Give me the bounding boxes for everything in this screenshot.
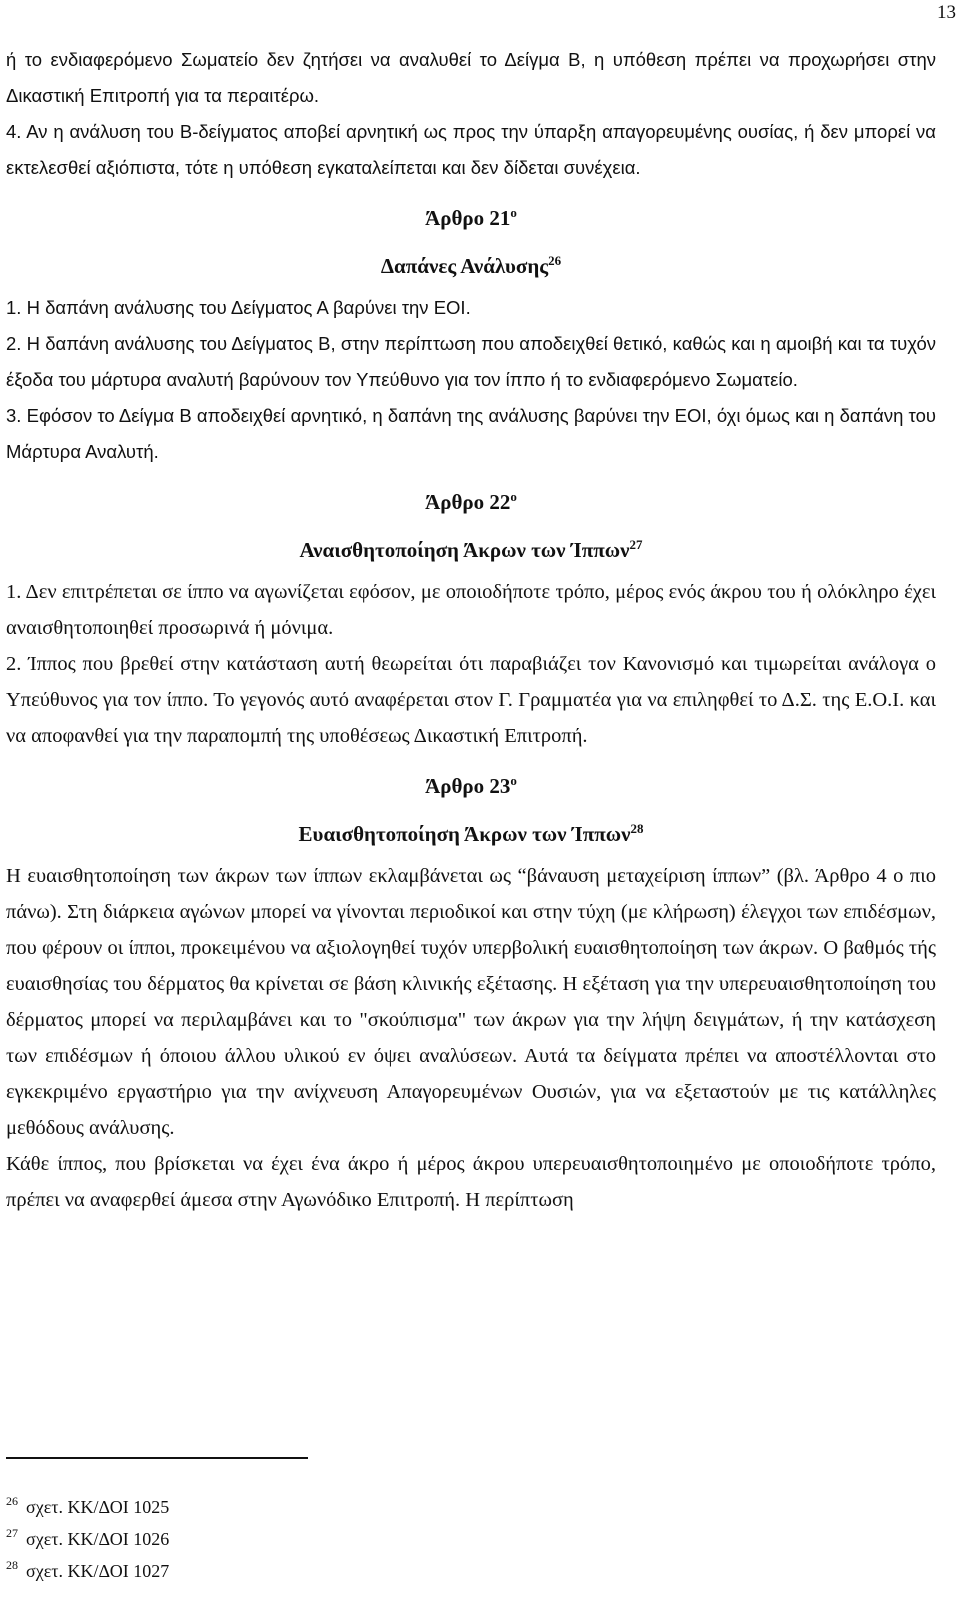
- article-title: Ευαισθητοποίηση Άκρων των Ίππων$^{28}$: [298, 821, 644, 846]
- paragraph: 2. Η δαπάνη ανάλυσης του Δείγματος Β, στην περίπτωση που αποδειχθεί θετικό, καθώς και η αμοιβή και τα τυχόν έξοδα του μάρτυρα αναλυτή βαρύνουν τον Υπεύθυνο για τον ίππο ή το ενδιαφερόμενο Σωματείο.: [6, 333, 936, 390]
- paragraph: 1. Η δαπάνη ανάλυσης του Δείγματος Α βαρύνει την ΕΟΙ.: [6, 297, 471, 318]
- article-heading: Άρθρο $21^o$: [425, 205, 517, 230]
- paragraph: 3. Εφόσον το Δείγμα Β αποδειχθεί αρνητικό, η δαπάνη της ανάλυσης βαρύνει την ΕΟΙ, όχι όμως και η δαπάνη του Μάρτυρα Αναλυτή.: [6, 405, 936, 462]
- article-heading: Άρθρο $23^o$: [425, 773, 517, 798]
- footnote-separator: [6, 1457, 308, 1459]
- footnote: $^{27}$ σχετ. ΚΚ/ΔΟΙ 1026: [6, 1526, 170, 1549]
- page-body: [6, 42, 936, 1218]
- footnote: $^{28}$ σχετ. ΚΚ/ΔΟΙ 1027: [6, 1558, 170, 1581]
- paragraph: Η ευαισθητοποίηση των άκρων των ίππων εκλαμβάνεται ως “βάναυση μεταχείριση ίππων” (βλ. Άρθρο 4 ο πιο πάνω). Στη διάρκεια αγώνων μπορεί να γίνονται περιοδικοί και στην τύχη (με κλήρωση) έλεγχοι των επιδέσμων, που φέρουν οι ίπποι, προκειμένου να αξιολογηθεί τυχόν υπερβολική ευαισθητοποίηση των άκρων. Ο βαθμός τής ευαισθησίας του δέρματος θα κρίνεται σε βάση κλινικής εξέτασης. Η εξέταση για την υπερευαισθητοποίηση του δέρματος μπορεί να περιλαμβάνει και το "σκούπισμα" των άκρων για την λήψη δειγμάτων, ή την κατάσχεση των επιδέσμων ή όποιου άλλου υλικού εν όψει αναλύσεων. Αυτά τα δείγματα πρέπει να αποστέλλονται στο εγκεκριμένο εργαστήριο για την ανίχνευση Απαγορευμένων Ουσιών, για να εξεταστούν με τις κατάλληλες μεθόδους ανάλυσης.: [6, 865, 936, 1139]
- paragraph: 1. Δεν επιτρέπεται σε ίππο να αγωνίζεται εφόσον, με οποιοδήποτε τρόπο, μέρος ενός άκρου του ή ολόκληρο έχει αναισθητοποιηθεί προσωρινά ή μόνιμα.: [6, 581, 936, 639]
- footnotes: [6, 1488, 169, 1584]
- footnote: $^{26}$ σχετ. ΚΚ/ΔΟΙ 1025: [6, 1494, 170, 1517]
- page-number: 13: [937, 2, 956, 23]
- article-title: Δαπάνες Ανάλυσης$^{26}$: [380, 253, 562, 278]
- article-title: Αναισθητοποίηση Άκρων των Ίππων$^{27}$: [299, 537, 643, 562]
- paragraph: 4. Αν η ανάλυση του Β-δείγματος αποβεί αρνητική ως προς την ύπαρξη απαγορευμένης ουσίας, ή δεν μπορεί να εκτελεσθεί αξιόπιστα, τότε η υπόθεση εγκαταλείπεται και δεν δίδεται συνέχεια.: [6, 121, 936, 178]
- paragraph: 2. Ίππος που βρεθεί στην κατάσταση αυτή θεωρείται ότι παραβιάζει τον Κανονισμό και τιμωρείται ανάλογα ο Υπεύθυνος για τον ίππο. Το γεγονός αυτό αναφέρεται στον Γ. Γραμματέα για να επιληφθεί το Δ.Σ. της Ε.Ο.Ι. και να αποφανθεί για την παραπομπή της υποθέσεως Δικαστική Επιτροπή.: [6, 653, 936, 747]
- paragraph: Κάθε ίππος, που βρίσκεται να έχει ένα άκρο ή μέρος άκρου υπερευαισθητοποιημένο με οποιοδήποτε τρόπο, πρέπει να αναφερθεί άμεσα στην Αγωνόδικο Επιτροπή. Η περίπτωση: [6, 1153, 936, 1211]
- article-heading: Άρθρο $22^o$: [425, 489, 517, 514]
- paragraph: ή το ενδιαφερόμενο Σωματείο δεν ζητήσει να αναλυθεί το Δείγμα Β, η υπόθεση πρέπει να προχωρήσει στην Δικαστική Επιτροπή για τα περαιτέρω.: [6, 49, 936, 106]
